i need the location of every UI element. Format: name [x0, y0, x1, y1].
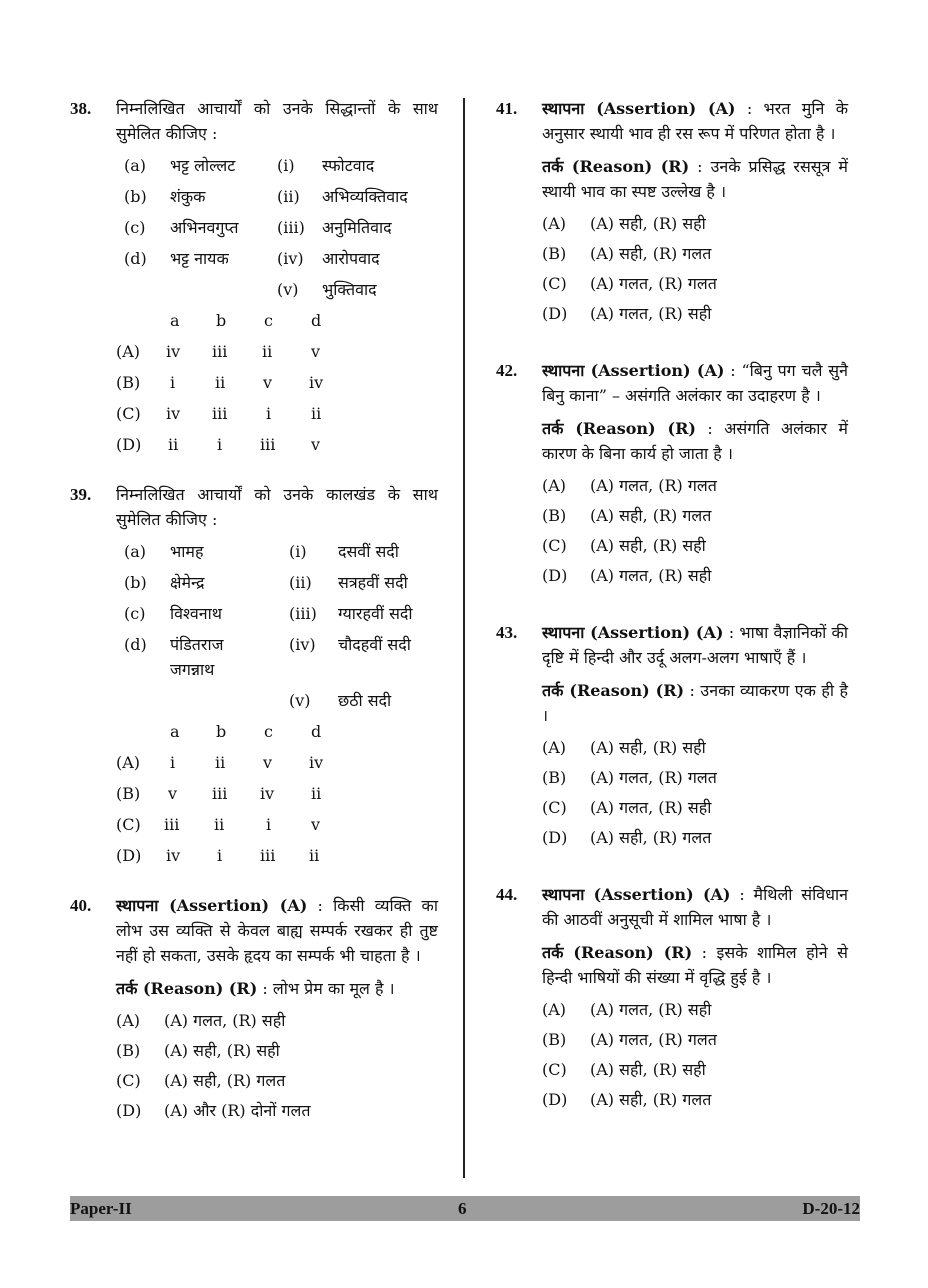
grid-cell: i [170, 373, 176, 392]
option-text: (A) गलत, (R) सही [590, 798, 712, 817]
question-43 [496, 620, 848, 852]
match-pair [116, 274, 438, 305]
option-label: (D) [542, 828, 568, 847]
column-divider [463, 98, 465, 1178]
answer-option[interactable] [116, 367, 438, 398]
left-text: क्षेमेन्द्र [170, 573, 205, 592]
question-number: 41. [496, 99, 518, 118]
match-pair [116, 567, 438, 598]
option-text: (A) सही, (R) गलत [590, 244, 712, 263]
assertion-body: : किसी व्यक्ति का लोभ उस व्यक्ति से केवल बाह्य सम्पर्क रखकर ही तुष्ट नहीं हो सकता, उसके हृदय का सम्पर्क भी चाहता है । [116, 896, 438, 965]
paper-code: D-20-12 [802, 1199, 860, 1218]
option-label: (B) [542, 506, 567, 525]
option-label: (B) [542, 1030, 567, 1049]
match-pair [116, 181, 438, 212]
grid-cell: iv [166, 404, 181, 423]
grid-cell: iv [309, 753, 324, 772]
question-number: 40. [70, 896, 92, 915]
answer-option[interactable] [116, 747, 438, 778]
right-label: (v) [289, 691, 311, 710]
option-text: (A) सही, (R) सही [590, 536, 706, 555]
option-label: (A) [542, 1000, 567, 1019]
reason-body: : असंगति अलंकार में कारण के बिना कार्य हो जाता है । [542, 419, 848, 463]
option-text: (A) गलत, (R) सही [164, 1011, 286, 1030]
grid-cell: iii [212, 784, 228, 803]
grid-cell: ii [214, 815, 225, 834]
option-label: (C) [116, 815, 141, 834]
grid-header-cell: c [264, 722, 273, 741]
right-label: (iv) [289, 635, 316, 654]
grid-cell: v [311, 815, 321, 834]
option-label: (A) [542, 738, 567, 757]
question-42 [496, 358, 848, 590]
right-label: (iii) [289, 604, 317, 623]
assertion-text [542, 882, 848, 932]
grid-cell: iv [260, 784, 275, 803]
answer-option[interactable] [542, 732, 848, 762]
grid-cell: i [170, 753, 176, 772]
answer-grid-header [116, 305, 438, 336]
assertion-text [542, 96, 848, 146]
question-number: 42. [496, 361, 518, 380]
grid-cell: ii [311, 404, 322, 423]
grid-cell: v [311, 342, 321, 361]
grid-cell: i [217, 846, 223, 865]
answer-option[interactable] [542, 1054, 848, 1084]
left-text: भट्ट नायक [170, 249, 229, 268]
left-label: (a) [124, 542, 147, 561]
grid-cell: iii [212, 342, 228, 361]
option-label: (C) [542, 274, 567, 293]
option-text: (A) गलत, (R) गलत [590, 274, 717, 293]
assertion-body: : मैथिली संविधान की आठवीं अनुसूची में शामिल भाषा है । [542, 885, 848, 929]
option-text: (A) सही, (R) सही [590, 1060, 706, 1079]
option-label: (C) [542, 1060, 567, 1079]
answer-option[interactable] [542, 470, 848, 500]
assertion-text [542, 620, 848, 670]
grid-cell: i [217, 435, 223, 454]
option-label: (B) [542, 768, 567, 787]
assertion-label: स्थापना (Assertion) (A) [542, 361, 725, 380]
answer-option[interactable] [542, 208, 848, 238]
answer-option[interactable] [542, 268, 848, 298]
grid-cell: iv [166, 342, 181, 361]
left-label: (b) [124, 573, 147, 592]
answer-option[interactable] [116, 1005, 438, 1035]
grid-cell: ii [309, 846, 320, 865]
reason-body: : उनका व्याकरण एक ही है । [542, 681, 848, 725]
question-number: 44. [496, 885, 518, 904]
reason-body: : लोभ प्रेम का मूल है । [257, 979, 395, 998]
right-text: छठी सदी [338, 691, 392, 710]
assertion-label: स्थापना (Assertion) (A) [542, 623, 724, 642]
match-pair [116, 243, 438, 274]
question-number: 38. [70, 99, 92, 118]
right-label: (ii) [289, 573, 312, 592]
option-label: (B) [116, 784, 141, 803]
right-text: आरोपवाद [322, 249, 380, 268]
left-text: शंकुक [170, 187, 206, 206]
option-label: (C) [542, 798, 567, 817]
right-text: चौदहवीं सदी [338, 635, 411, 654]
right-text: सत्रहवीं सदी [338, 573, 408, 592]
grid-header-cell: a [170, 722, 180, 741]
answer-option[interactable] [116, 778, 438, 809]
question-40 [70, 893, 438, 1125]
option-text: (A) गलत, (R) गलत [590, 1030, 717, 1049]
reason-body: : उनके प्रसिद्ध रससूत्र में स्थायी भाव का स्पष्ट उल्लेख है । [542, 157, 848, 201]
option-text: (A) गलत, (R) सही [590, 1000, 712, 1019]
option-label: (D) [542, 304, 568, 323]
right-text: ग्यारहवीं सदी [338, 604, 413, 623]
answer-option[interactable] [542, 994, 848, 1024]
option-text: (A) सही, (R) गलत [590, 506, 712, 525]
answer-option[interactable] [116, 1095, 438, 1125]
answer-option[interactable] [116, 429, 438, 460]
option-text: (A) सही, (R) गलत [590, 1090, 712, 1109]
grid-cell: iv [309, 373, 324, 392]
option-label: (D) [116, 1101, 142, 1120]
right-label: (iii) [277, 218, 305, 237]
answer-option[interactable] [116, 398, 438, 429]
assertion-body: : “बिनु पग चलै सुनै बिनु काना” – असंगति अलंकार का उदाहरण है । [542, 361, 848, 405]
grid-cell: ii [262, 342, 273, 361]
right-label: (ii) [277, 187, 300, 206]
answer-option[interactable] [542, 1024, 848, 1054]
grid-cell: iv [166, 846, 181, 865]
reason-body: : इसके शामिल होने से हिन्दी भाषियों की संख्या में वृद्धि हुई है । [542, 943, 848, 987]
left-text: अभिनवगुप्त [170, 218, 239, 237]
answer-option[interactable] [116, 1035, 438, 1065]
right-label: (iv) [277, 249, 304, 268]
grid-cell: v [311, 435, 321, 454]
answer-option[interactable] [116, 840, 438, 871]
assertion-label: स्थापना (Assertion) (A) [542, 99, 736, 118]
option-label: (C) [116, 1071, 141, 1090]
right-label: (i) [289, 542, 307, 561]
right-column [496, 96, 848, 1114]
question-39 [70, 482, 438, 871]
option-text: (A) सही, (R) गलत [164, 1071, 286, 1090]
option-text: (A) और (R) दोनों गलत [164, 1101, 311, 1120]
grid-cell: v [263, 753, 273, 772]
option-label: (B) [542, 244, 567, 263]
answer-option[interactable] [542, 792, 848, 822]
option-text: (A) गलत, (R) गलत [590, 768, 717, 787]
match-pair [116, 685, 438, 716]
reason-text [542, 940, 848, 990]
grid-header-cell: b [216, 722, 227, 741]
right-text: दसवीं सदी [338, 542, 399, 561]
reason-label: तर्क (Reason) (R) [542, 943, 693, 962]
paper-label: Paper-II [70, 1199, 132, 1218]
right-text: स्फोटवाद [322, 156, 375, 175]
assertion-body: : भाषा वैज्ञानिकों की दृष्टि में हिन्दी और उर्दू अलग-अलग भाषाएँ हैं । [542, 623, 848, 667]
left-text: विश्वनाथ [170, 604, 222, 623]
left-label: (c) [124, 604, 146, 623]
option-label: (B) [116, 1041, 141, 1060]
left-text-line2: जगन्नाथ [170, 660, 215, 679]
question-38 [70, 96, 438, 460]
right-label: (i) [277, 156, 295, 175]
grid-cell: ii [311, 784, 322, 803]
grid-header-cell: c [264, 311, 273, 330]
grid-cell: iii [260, 846, 276, 865]
reason-text [542, 678, 848, 728]
match-pair [116, 629, 438, 685]
assertion-text [542, 358, 848, 408]
left-label: (d) [124, 635, 147, 654]
option-text: (A) गलत, (R) सही [590, 304, 712, 323]
reason-label: तर्क (Reason) (R) [542, 681, 685, 700]
option-text: (A) गलत, (R) सही [590, 566, 712, 585]
option-label: (A) [542, 476, 567, 495]
option-text: (A) सही, (R) सही [590, 214, 706, 233]
option-text: (A) सही, (R) सही [590, 738, 706, 757]
answer-option[interactable] [542, 238, 848, 268]
option-label: (A) [116, 753, 141, 772]
left-label: (c) [124, 218, 146, 237]
grid-cell: v [168, 784, 178, 803]
grid-cell: i [266, 404, 272, 423]
match-pair [116, 212, 438, 243]
option-text: (A) सही, (R) गलत [590, 828, 712, 847]
answer-option[interactable] [542, 530, 848, 560]
grid-cell: ii [168, 435, 179, 454]
left-label: (d) [124, 249, 147, 268]
grid-header-cell: d [311, 311, 322, 330]
left-text: पंडितराज [170, 635, 224, 654]
reason-text [116, 976, 438, 1001]
option-label: (C) [542, 536, 567, 555]
option-label: (D) [116, 435, 142, 454]
right-text: भुक्तिवाद [322, 280, 377, 299]
option-label: (C) [116, 404, 141, 423]
option-text: (A) सही, (R) सही [164, 1041, 280, 1060]
grid-cell: iii [260, 435, 276, 454]
grid-header-cell: d [311, 722, 322, 741]
grid-cell: v [263, 373, 273, 392]
question-44 [496, 882, 848, 1114]
question-41 [496, 96, 848, 328]
option-label: (A) [116, 342, 141, 361]
answer-option[interactable] [116, 1065, 438, 1095]
grid-header-cell: a [170, 311, 180, 330]
left-column [70, 96, 438, 1125]
answer-option[interactable] [542, 762, 848, 792]
reason-text [542, 416, 848, 466]
option-label: (A) [542, 214, 567, 233]
answer-option[interactable] [116, 809, 438, 840]
grid-cell: i [266, 815, 272, 834]
page-number: 6 [458, 1199, 467, 1218]
answer-option[interactable] [542, 500, 848, 530]
option-label: (D) [542, 1090, 568, 1109]
match-pair [116, 150, 438, 181]
question-text: निम्नलिखित आचार्यों को उनके सिद्धान्तों के साथ सुमेलित कीजिए : [116, 99, 438, 143]
assertion-label: स्थापना (Assertion) (A) [542, 885, 731, 904]
answer-option[interactable] [542, 1084, 848, 1114]
left-text: भट्ट लोल्लट [170, 156, 236, 175]
question-text: निम्नलिखित आचार्यों को उनके कालखंड के साथ सुमेलित कीजिए : [116, 485, 438, 529]
option-label: (D) [542, 566, 568, 585]
reason-label: तर्क (Reason) (R) [116, 979, 258, 998]
answer-option[interactable] [116, 336, 438, 367]
reason-label: तर्क (Reason) (R) [542, 157, 690, 176]
option-label: (D) [116, 846, 142, 865]
option-label: (B) [116, 373, 141, 392]
answer-option[interactable] [542, 822, 848, 852]
question-number: 39. [70, 485, 92, 504]
grid-cell: iii [164, 815, 180, 834]
answer-option[interactable] [542, 560, 848, 590]
grid-header-cell: b [216, 311, 227, 330]
assertion-text [116, 893, 438, 968]
assertion-body: : भरत मुनि के अनुसार स्थायी भाव ही रस रूप में परिणत होता है । [542, 99, 848, 143]
grid-cell: iii [212, 404, 228, 423]
reason-label: तर्क (Reason) (R) [542, 419, 696, 438]
match-pair [116, 536, 438, 567]
option-label: (A) [116, 1011, 141, 1030]
right-label: (v) [277, 280, 299, 299]
right-text: अभिव्यक्तिवाद [322, 187, 408, 206]
footer-bar [70, 1196, 860, 1221]
left-text: भामह [170, 542, 204, 561]
right-text: अनुमितिवाद [322, 218, 392, 237]
left-label: (b) [124, 187, 147, 206]
grid-cell: ii [215, 373, 226, 392]
option-text: (A) गलत, (R) गलत [590, 476, 717, 495]
grid-cell: ii [215, 753, 226, 772]
left-label: (a) [124, 156, 147, 175]
question-number: 43. [496, 623, 518, 642]
match-pair [116, 598, 438, 629]
answer-grid-header [116, 716, 438, 747]
answer-option[interactable] [542, 298, 848, 328]
reason-text [542, 154, 848, 204]
assertion-label: स्थापना (Assertion) (A) [116, 896, 308, 915]
